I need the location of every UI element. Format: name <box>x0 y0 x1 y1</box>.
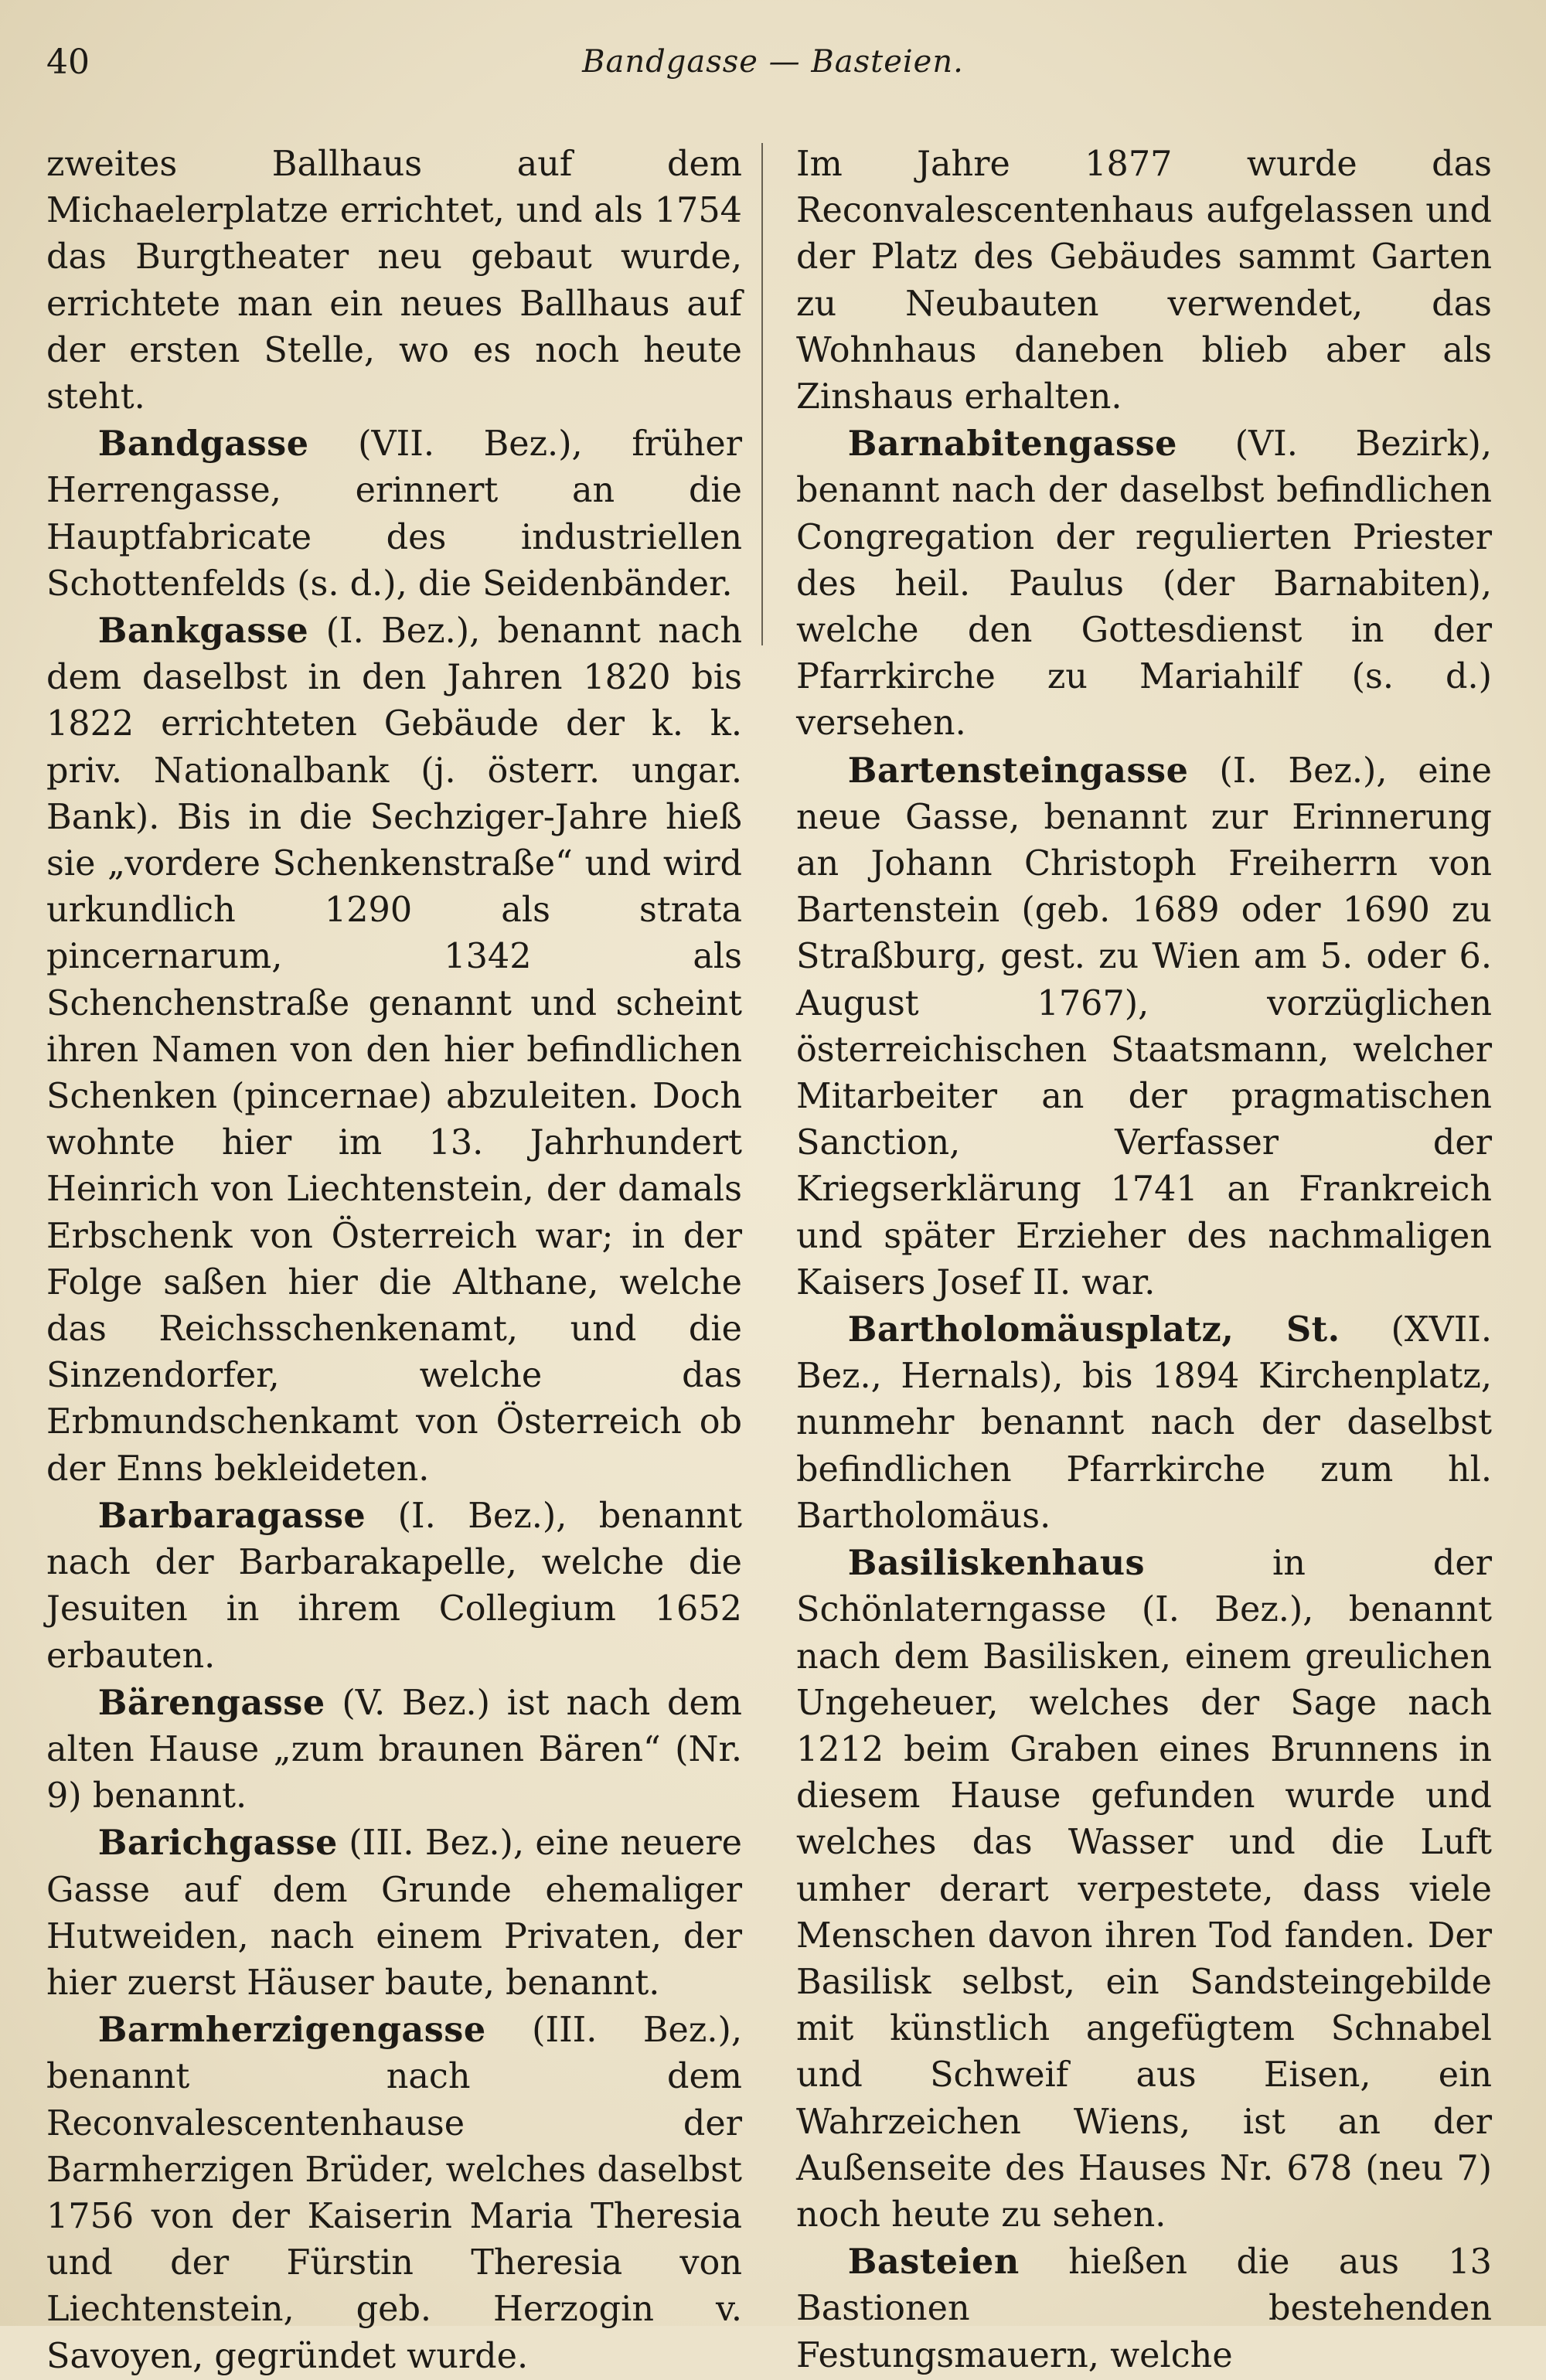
entry-text: (I. Bez.), eine neue Gasse, benannt zur Erinnerung an Johann Christoph Freiherrn von Bartenstein (geb. 1689 oder 1690 zu Straßburg, gest. zu Wien am 5. oder 6. August 1767), vorzüglichen österreichischen Staatsmann, welcher Mitarbeiter an der pragmatischen Sanction, Verfasser der Kriegserklärung 1741 an Frankreich und später Erzieher des nachmaligen Kaisers Josef II. war. <box>796 751 1492 1302</box>
entry-bandgasse <box>46 421 742 608</box>
left-column <box>46 141 742 2380</box>
entry-barnabitengasse <box>796 421 1492 747</box>
entry-text: (III. Bez.), benannt nach dem Reconvalescentenhause der Barmherzigen Brüder, welches daselbst 1756 von der Kaiserin Maria Theresia und der Fürstin Theresia von Liechtenstein, geb. Herzogin v. Savoyen, gegründet wurde. <box>46 2011 742 2376</box>
entry-text: (VI. Bezirk), benannt nach der daselbst befindlichen Congregation der regulierten Priester des heil. Paulus (der Barnabiten), welche den Gottesdienst in der Pfarrkirche zu Mariahilf (s. d.) versehen. <box>796 424 1492 744</box>
entry-headword: Barmherzigengasse <box>97 2010 486 2051</box>
entry-text: zweites Ballhaus auf dem Michaelerplatze errichtet, und als 1754 das Burgtheater neu gebaut wurde, errichtete man ein neues Ballhaus auf der ersten Stelle, wo es noch heute steht. <box>46 145 742 417</box>
entry-bartholomaeusplatz <box>796 1306 1492 1540</box>
entry-headword: Barichgasse <box>97 1823 338 1864</box>
entry-headword: Bankgasse <box>97 611 309 652</box>
entry-text: (I. Bez.), benannt nach dem daselbst in den Jahren 1820 bis 1822 errichteten Gebäude der k. k. priv. Nationalbank (j. österr. ungar. Bank). Bis in die Sechziger-Jahre hieß sie „vordere Schenkenstraße“ und wird urkundlich 1290 als strata pincernarum, 1342 als Schenchenstraße genannt und scheint ihren Namen von den hier befindlichen Schenken (pincernae) abzuleiten. Doch wohnte hier im 13. Jahrhundert Heinrich von Liechtenstein, der damals Erbschenk von Österreich war; in der Folge saßen hier die Althane, welche das Reichsschenkenamt, und die Sinzendorfer, welche das Erbmundschenkamt von Österreich ob der Enns bekleideten. <box>46 611 742 1489</box>
entry-text: hießen die aus 13 Bastionen bestehenden Festungsmauern, welche <box>796 2242 1492 2375</box>
entry-barichgasse <box>46 1820 742 2007</box>
column-divider <box>761 143 763 645</box>
entry-bankgasse <box>46 608 742 1493</box>
entry-text: in der Schönlaterngasse (I. Bez.), benannt nach dem Basilisken, einem greulichen Ungeheuer, welches der Sage nach 1212 beim Graben eines Brunnens in diesem Hause gefunden wurde und welches das Wasser und die Luft umher derart verpestete, dass viele Menschen davon ihren Tod fanden. Der Basilisk selbst, ein Sandsteingebilde mit künstlich angefügtem Schnabel und Schweif aus Eisen, ein Wahrzeichen Wiens, ist an der Außenseite des Hauses Nr. 678 (neu 7) noch heute zu sehen. <box>796 1544 1492 2235</box>
entry-headword: Barbaragasse <box>97 1495 366 1536</box>
entry-continuation <box>796 141 1492 421</box>
entry-headword: Barnabitengasse <box>847 424 1177 465</box>
entry-text: (III. Bez.), eine neuere Gasse auf dem Grunde ehemaliger Hutweiden, nach einem Privaten, der hier zuerst Häuser baute, benannt. <box>46 1823 742 2003</box>
entry-text: (V. Bez.) ist nach dem alten Hause „zum braunen Bären“ (Nr. 9) benannt. <box>46 1683 742 1816</box>
entry-headword: Basiliskenhaus <box>847 1543 1146 1584</box>
right-column <box>796 141 1492 2379</box>
entry-barbaragasse <box>46 1493 742 1680</box>
entry-text: (XVII. Bez., Hernals), bis 1894 Kirchenplatz, nunmehr benannt nach der daselbst befindlichen Pfarrkirche zum hl. Bartholomäus. <box>796 1310 1492 1536</box>
entry-headword: Bartholomäusplatz, St. <box>847 1309 1340 1350</box>
entry-headword: Bandgasse <box>97 424 309 465</box>
entry-continuation <box>46 141 742 421</box>
entry-barmherzigengasse <box>46 2007 742 2380</box>
entry-headword: Bartensteingasse <box>847 750 1189 791</box>
entry-text: (I. Bez.), benannt nach der Barbarakapelle, welche die Jesuiten in ihrem Collegium 1652 erbauten. <box>46 1496 742 1676</box>
entry-text: Im Jahre 1877 wurde das Reconvalescentenhaus aufgelassen und der Platz des Gebäudes sammt Garten zu Neubauten verwendet, das Wohnhaus daneben blieb aber als Zinshaus erhalten. <box>796 145 1492 417</box>
entry-baerengasse <box>46 1680 742 1820</box>
entry-basiliskenhaus <box>796 1540 1492 2239</box>
page-number: 40 <box>46 43 90 82</box>
entry-text: (VII. Bez.), früher Herrengasse, erinnert an die Hauptfabricate des industriellen Schottenfelds (s. d.), die Seidenbänder. <box>46 424 742 604</box>
entry-basteien <box>796 2239 1492 2379</box>
entry-headword: Bärengasse <box>97 1682 325 1723</box>
entry-headword: Basteien <box>847 2242 1020 2283</box>
page-header <box>0 43 1546 89</box>
entry-bartensteingasse <box>796 747 1492 1306</box>
running-head: Bandgasse — Basteien. <box>582 44 964 80</box>
